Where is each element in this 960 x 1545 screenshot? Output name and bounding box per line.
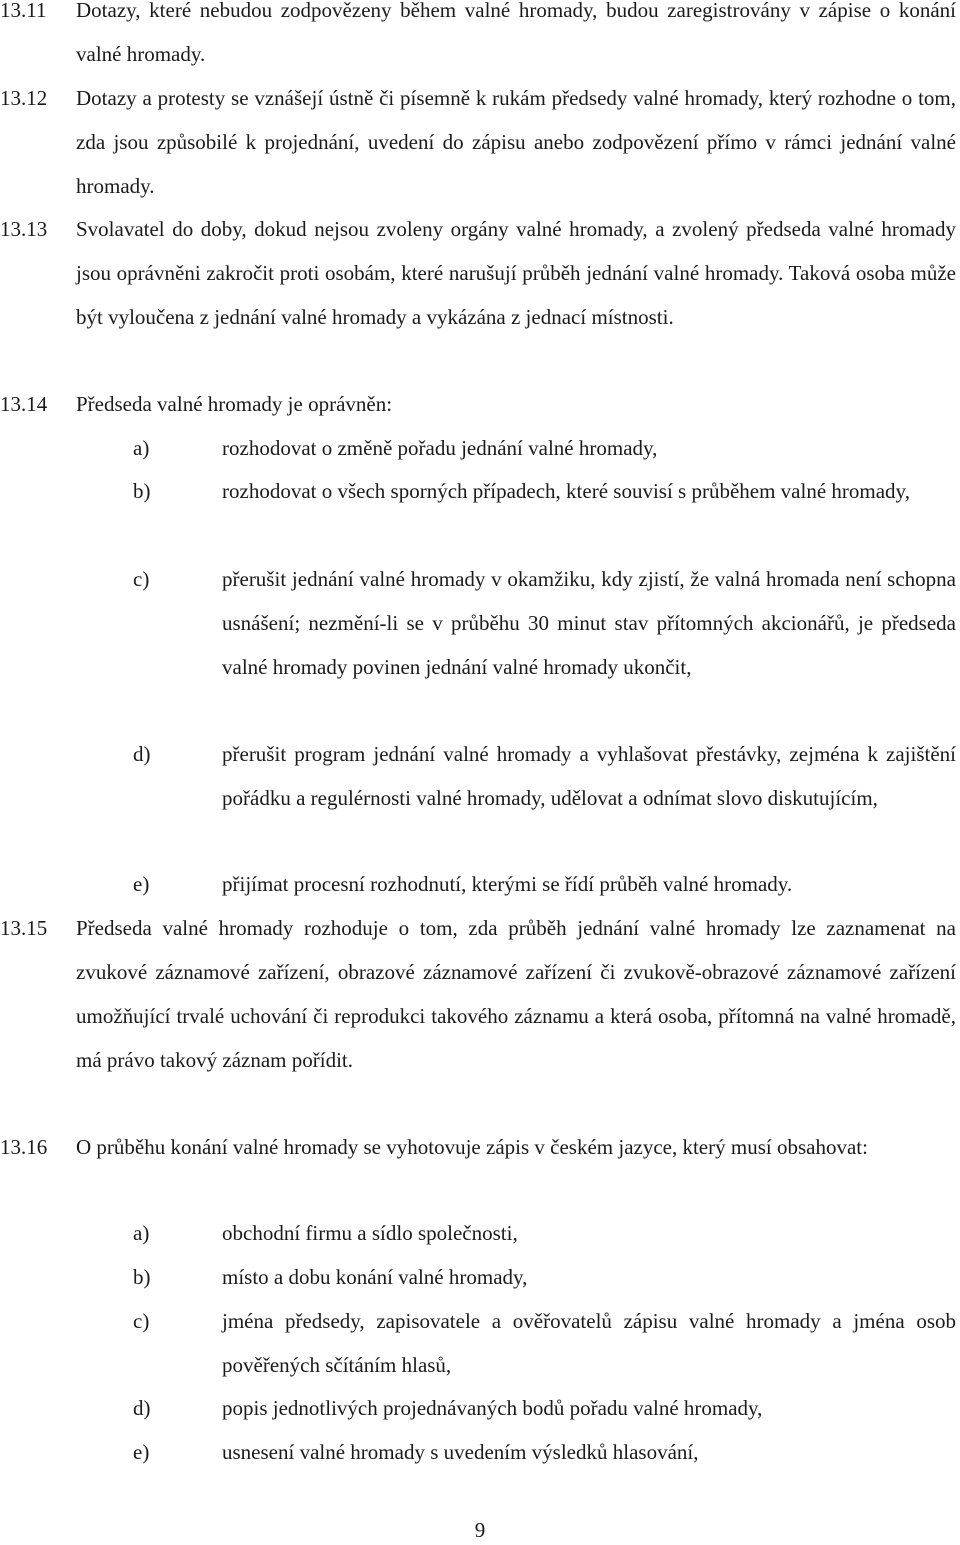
- list-item: [0, 557, 960, 689]
- list-item-text: jména předsedy, zapisovatele a ověřovatelů zápisu valné hromady a jména osob pověřených sčítáním hlasů,: [222, 1309, 956, 1377]
- list-item-letter: a): [133, 436, 150, 460]
- page-number: 9: [474, 1518, 486, 1542]
- section-number: 13.12: [0, 86, 48, 110]
- section-text: Předseda valné hromady rozhoduje o tom, zda průběh jednání valné hromady lze zaznamenat na zvukové záznamové zařízení, obrazové záznamové zařízení či zvukově-obrazové záznamové zařízení umožňující trvalé uchování či reprodukci takového záznamu a která osoba, přítomná na valné hromadě, má právo takový záznam pořídit.: [76, 916, 956, 1072]
- section-number: 13.16: [0, 1135, 48, 1159]
- list-item: [0, 732, 960, 820]
- list-item: [0, 1255, 960, 1299]
- list-item-letter: b): [133, 1265, 151, 1289]
- section-text: Dotazy, které nebudou zodpovězeny během valné hromady, budou zaregistrovány v zápise o konání valné hromady.: [76, 0, 956, 66]
- list-item-text: přerušit program jednání valné hromady a vyhlašovat přestávky, zejména k zajištění pořádku a regulérnosti valné hromady, udělovat a odnímat slovo diskutujícím,: [222, 742, 956, 810]
- section-text: Dotazy a protesty se vznášejí ústně či písemně k rukám předsedy valné hromady, který rozhodne o tom, zda jsou způsobilé k projednání, uvedení do zápisu anebo zodpovězení přímo v rámci jednání valné hromady.: [76, 86, 956, 198]
- list-item-text: usnesení valné hromady s uvedením výsledků hlasování,: [222, 1440, 699, 1464]
- list-item-text: místo a dobu konání valné hromady,: [222, 1265, 528, 1289]
- section-13-11: [0, 0, 960, 76]
- list-item: [0, 426, 960, 470]
- list-item: [0, 862, 960, 906]
- list-item: [0, 469, 960, 513]
- section-number: 13.11: [0, 0, 47, 22]
- list-item-text: rozhodovat o změně pořadu jednání valné hromady,: [222, 436, 658, 460]
- list-item: [0, 1430, 960, 1474]
- section-number: 13.14: [0, 392, 48, 416]
- list-item: [0, 1211, 960, 1255]
- list-item-letter: d): [133, 1396, 151, 1420]
- section-number: 13.13: [0, 217, 48, 241]
- list-item-letter: a): [133, 1221, 150, 1245]
- section-13-16: [0, 1125, 960, 1169]
- section-text: O průběhu konání valné hromady se vyhotovuje zápis v českém jazyce, který musí obsahovat:: [76, 1135, 868, 1159]
- list-item-letter: c): [133, 1309, 150, 1333]
- list-item-letter: e): [133, 872, 150, 896]
- list-item-letter: e): [133, 1440, 150, 1464]
- list-item-letter: c): [133, 567, 150, 591]
- list-item-text: přerušit jednání valné hromady v okamžiku, kdy zjistí, že valná hromada není schopna usnášení; nezmění-li se v průběhu 30 minut stav přítomných akcionářů, je předseda valné hromady povinen jednání valné hromady ukončit,: [222, 567, 956, 679]
- list-item: [0, 1299, 960, 1387]
- section-text: Předseda valné hromady je oprávněn:: [76, 392, 393, 416]
- section-13-14: [0, 382, 960, 426]
- list-item-text: rozhodovat o všech sporných případech, které souvisí s průběhem valné hromady,: [222, 479, 910, 503]
- section-13-15: [0, 906, 960, 1082]
- section-number: 13.15: [0, 916, 48, 940]
- list-item-text: popis jednotlivých projednávaných bodů pořadu valné hromady,: [222, 1396, 763, 1420]
- list-item-letter: b): [133, 479, 151, 503]
- list-item-text: obchodní firmu a sídlo společnosti,: [222, 1221, 518, 1245]
- section-13-12: [0, 76, 960, 208]
- section-text: Svolavatel do doby, dokud nejsou zvoleny orgány valné hromady, a zvolený předseda valné hromady jsou oprávněni zakročit proti osobám, které narušují průběh jednání valné hromady. Taková osoba může být vyloučena z jednání valné hromady a vykázána z jednací místnosti.: [76, 217, 956, 329]
- list-item-letter: d): [133, 742, 151, 766]
- section-13-13: [0, 207, 960, 339]
- list-item-text: přijímat procesní rozhodnutí, kterými se řídí průběh valné hromady.: [222, 872, 793, 896]
- list-item: [0, 1386, 960, 1430]
